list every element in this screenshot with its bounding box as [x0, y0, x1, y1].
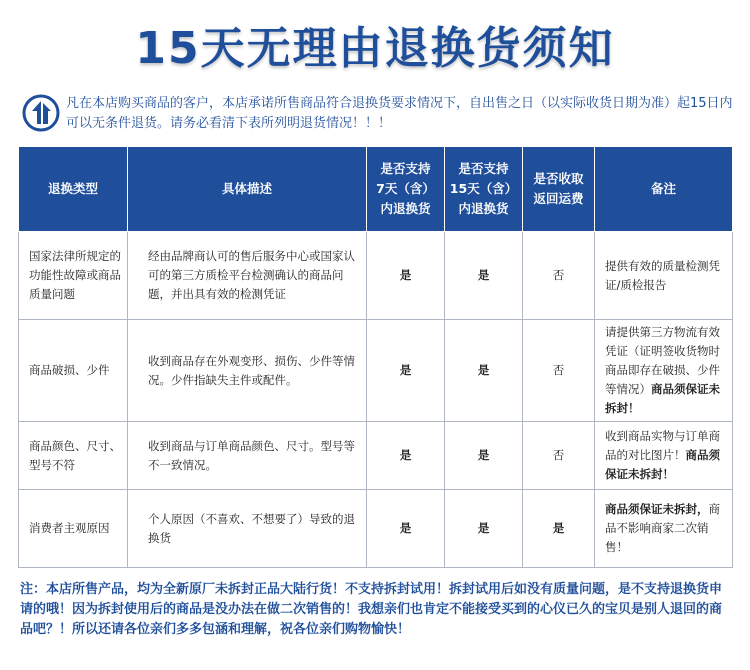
row-note-text: 商品不影响商家二次销售！: [605, 502, 720, 554]
row-note-text: 收到商品实物与订单商品的对比图片！: [605, 429, 720, 462]
row-note-bold: 商品须保证未拆封！: [605, 448, 720, 481]
row-shipping: 否: [523, 422, 595, 490]
header-note: 备注: [595, 147, 733, 232]
row-note-bold: 商品须保证未拆封！: [605, 382, 720, 415]
row-desc: 收到商品存在外观变形、损伤、少件等情况。少件指缺失主件或配件。: [128, 320, 367, 422]
header-fifteen-line2: 15天（含）: [449, 181, 518, 196]
row-fifteen-day: 是: [445, 422, 523, 490]
row-seven-day: 是: [367, 422, 445, 490]
row-type: 消费者主观原因: [19, 490, 128, 568]
row-fifteen-day: 是: [445, 320, 523, 422]
row-shipping: 是: [523, 490, 595, 568]
row-shipping: 否: [523, 320, 595, 422]
row-desc: 收到商品与订单商品颜色、尺寸。型号等不一致情况。: [128, 422, 367, 490]
row-seven-day: 是: [367, 320, 445, 422]
row-seven-day: 是: [367, 232, 445, 320]
header-shipping: [523, 147, 595, 232]
table-row: [19, 422, 733, 490]
row-shipping: 否: [523, 232, 595, 320]
header-fifteen-line1: 是否支持: [458, 161, 509, 176]
row-desc: 个人原因（不喜欢、不想要了）导致的退换货: [128, 490, 367, 568]
table-header-row: [19, 147, 733, 232]
store-logo-icon: [22, 94, 60, 132]
row-note-text: 提供有效的质量检测凭证/质检报告: [605, 258, 720, 292]
table-row: [19, 490, 733, 568]
row-type: 商品破损、少件: [19, 320, 128, 422]
row-note: [595, 490, 733, 568]
row-seven-day: 是: [367, 490, 445, 568]
row-type: 国家法律所规定的功能性故障或商品质量问题: [19, 232, 128, 320]
intro-text: 凡在本店购买商品的客户，本店承诺所售商品符合退换货要求情况下，自出售之日（以实际收货日期为准）起15日内可以无条件退货。请务必看清下表所列明退货情况！！！: [66, 96, 733, 131]
header-seven-line3: 内退换货: [380, 201, 431, 216]
return-rules-table: [18, 146, 733, 568]
row-note-bold: 商品须保证未拆封，: [605, 502, 709, 516]
table-row: [19, 232, 733, 320]
header-type: 退换类型: [19, 147, 128, 232]
row-note: [595, 422, 733, 490]
page-title: 15天无理由退换货须知: [135, 23, 615, 74]
header-desc: 具体描述: [128, 147, 367, 232]
row-fifteen-day: 是: [445, 490, 523, 568]
header-ship-line1: 是否收取: [533, 171, 584, 186]
header-seven-line1: 是否支持: [380, 161, 431, 176]
header-fifteen-day: [445, 147, 523, 232]
header-seven-line2: 7天（含）: [376, 181, 435, 196]
row-fifteen-day: 是: [445, 232, 523, 320]
row-note: [595, 232, 733, 320]
table-row: [19, 320, 733, 422]
intro-section: [22, 94, 734, 136]
row-note: [595, 320, 733, 422]
footer-note: 注：本店所售产品，均为全新原厂未拆封正品大陆行货！不支持拆封试用！拆封试用后如没有质量问题，是不支持退换货申请的哦！因为拆封使用后的商品是没办法在做二次销售的！我想亲们也肯定不能接受买到的心仪已久的宝贝是别人退回的商品吧？！所以还请各位亲们多多包涵和理解，祝各位亲们购物愉快！: [20, 582, 723, 637]
header-fifteen-line3: 内退换货: [458, 201, 509, 216]
row-note-text: 请提供第三方物流有效凭证（证明签收货物时商品即存在破损、少件等情况）: [605, 325, 720, 396]
header-ship-line2: 返回运费: [533, 191, 584, 206]
header-seven-day: [367, 147, 445, 232]
row-desc: 经由品牌商认可的售后服务中心或国家认可的第三方质检平台检测确认的商品问题，并出具有效的检测凭证: [128, 232, 367, 320]
row-type: 商品颜色、尺寸、型号不符: [19, 422, 128, 490]
